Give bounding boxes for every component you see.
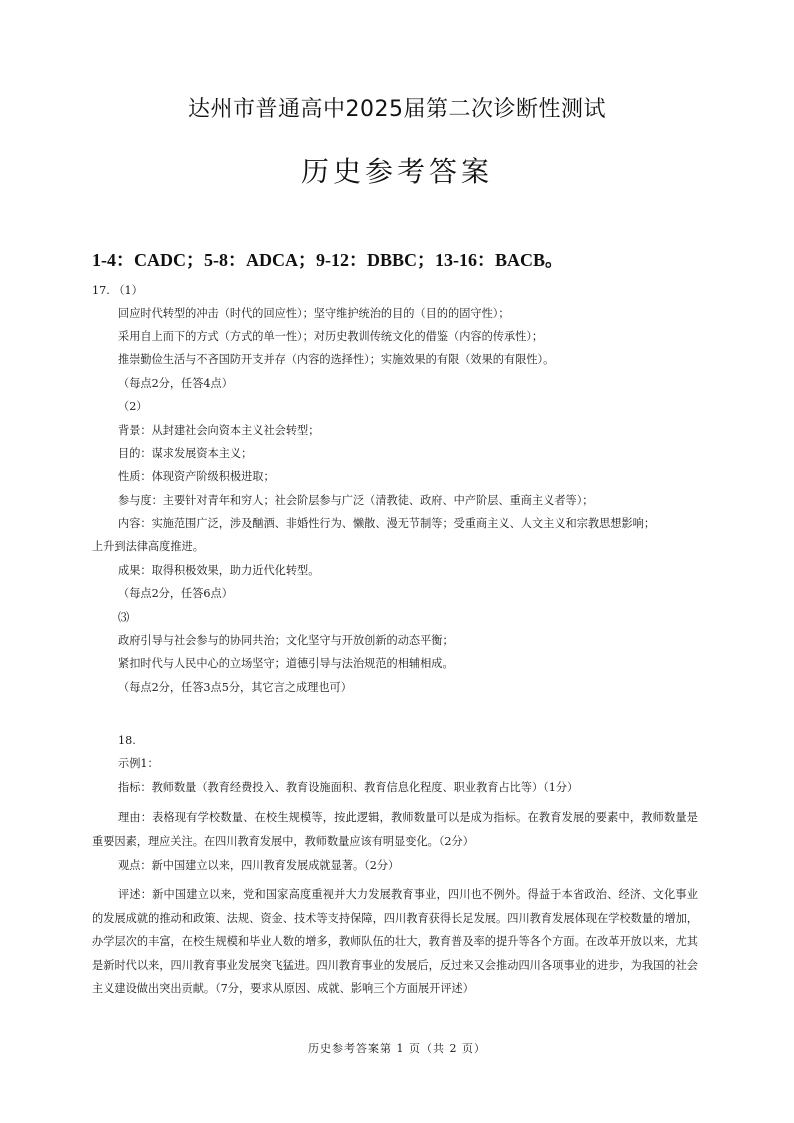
document-title: 达州市普通高中2025届第二次诊断性测试	[188, 97, 606, 122]
q17-part2-background: 背景：从封建社会向资本主义社会转型；	[118, 424, 320, 437]
q17-part2-result: 成果：取得积极效果，助力近代化转型。	[118, 564, 320, 577]
q17-part2-heading: （2）	[118, 400, 148, 413]
q17-part2-content-cont: 上升到法律高度推进。	[92, 540, 204, 553]
q18-commentary: 评述：新中国建立以来，党和国家高度重视并大力发展教育事业，四川也不例外。得益于本省政治、经济、文化事业的发展成就的推动和政策、法规、资金、技术等支持保障，四川教育获得长足发展。四川教育发展体现在学校数量的增加，办学层次的丰富，在校生规模和毕业人数的增多，教师队伍的壮大，教育普及率的提升等各个方面。在改革开放以来，尤其是新时代以来，四川教育事业发展突飞猛进。四川教育事业的发展后，反过来又会推动四川各项事业的进步，为我国的社会主义建设做出突出贡献。（7分，要求从原因、成就、影响三个方面展开评述）	[92, 888, 698, 996]
q17-part1-line3: 推崇勤俭生活与不吝国防开支并存（内容的选择性）；实施效果的有限（效果的有限性）。	[118, 353, 555, 366]
q17-part1-score: （每点2分，任答4点）	[118, 377, 233, 390]
q18-reason: 理由：表格现有学校数量、在校生规模等，按此逻辑，教师数量可以是成为指标。在教育发展的要素中，教师数量是重要因素，理应关注。在四川教育发展中，教师数量应该有明显变化。（2分）	[92, 811, 698, 848]
q17-part3-line1: 政府引导与社会参与的协同共治；文化坚守与开放创新的动态平衡；	[118, 634, 454, 647]
q17-part3-heading: ⑶	[118, 611, 130, 624]
q17-part2-content: 内容：实施范围广泛，涉及酗酒、非婚性行为、懒散、漫无节制等；受重商主义、人文主义和宗教思想影响；	[118, 517, 656, 530]
q17-part2-participation: 参与度：主要针对青年和穷人；社会阶层参与广泛（清教徒、政府、中产阶层、重商主义者等）；	[118, 494, 594, 507]
q17-part2-nature: 性质：体现资产阶级积极进取；	[118, 470, 275, 483]
q18-viewpoint: 观点：新中国建立以来，四川教育发展成就显著。（2分）	[118, 859, 400, 872]
page-footer: 历史参考答案第 1 页（共 2 页）	[308, 1042, 486, 1055]
q17-part2-goal: 目的：谋求发展资本主义；	[118, 447, 253, 460]
q17-part2-score: （每点2分，任答6点）	[118, 587, 233, 600]
q17-part3-score: （每点2分，任答3点5分，其它言之成理也可）	[118, 681, 352, 694]
q17-part1-line2: 采用自上而下的方式（方式的单一性）；对历史教训传统文化的借鉴（内容的传承性）；	[118, 330, 544, 343]
q17-part1-line1: 回应时代转型的冲击（时代的回应性）；坚守维护统治的目的（目的的固守性）；	[118, 307, 510, 320]
q18-example-label: 示例1：	[118, 757, 159, 770]
multiple-choice-answers: 1-4：CADC；5-8：ADCA；9-12：DBBC；13-16：BACB。	[92, 250, 563, 270]
q18-indicator: 指标：教师数量（教育经费投入、教育设施面积、教育信息化程度、职业教育占比等）（1分）	[118, 781, 579, 794]
q17-heading: 17. （1）	[92, 284, 143, 297]
q18-heading: 18.	[118, 734, 136, 747]
document-subtitle: 历史参考答案	[300, 155, 493, 188]
q17-part3-line2: 紧扣时代与人民中心的立场坚守；道德引导与法治规范的相辅相成。	[118, 657, 454, 670]
